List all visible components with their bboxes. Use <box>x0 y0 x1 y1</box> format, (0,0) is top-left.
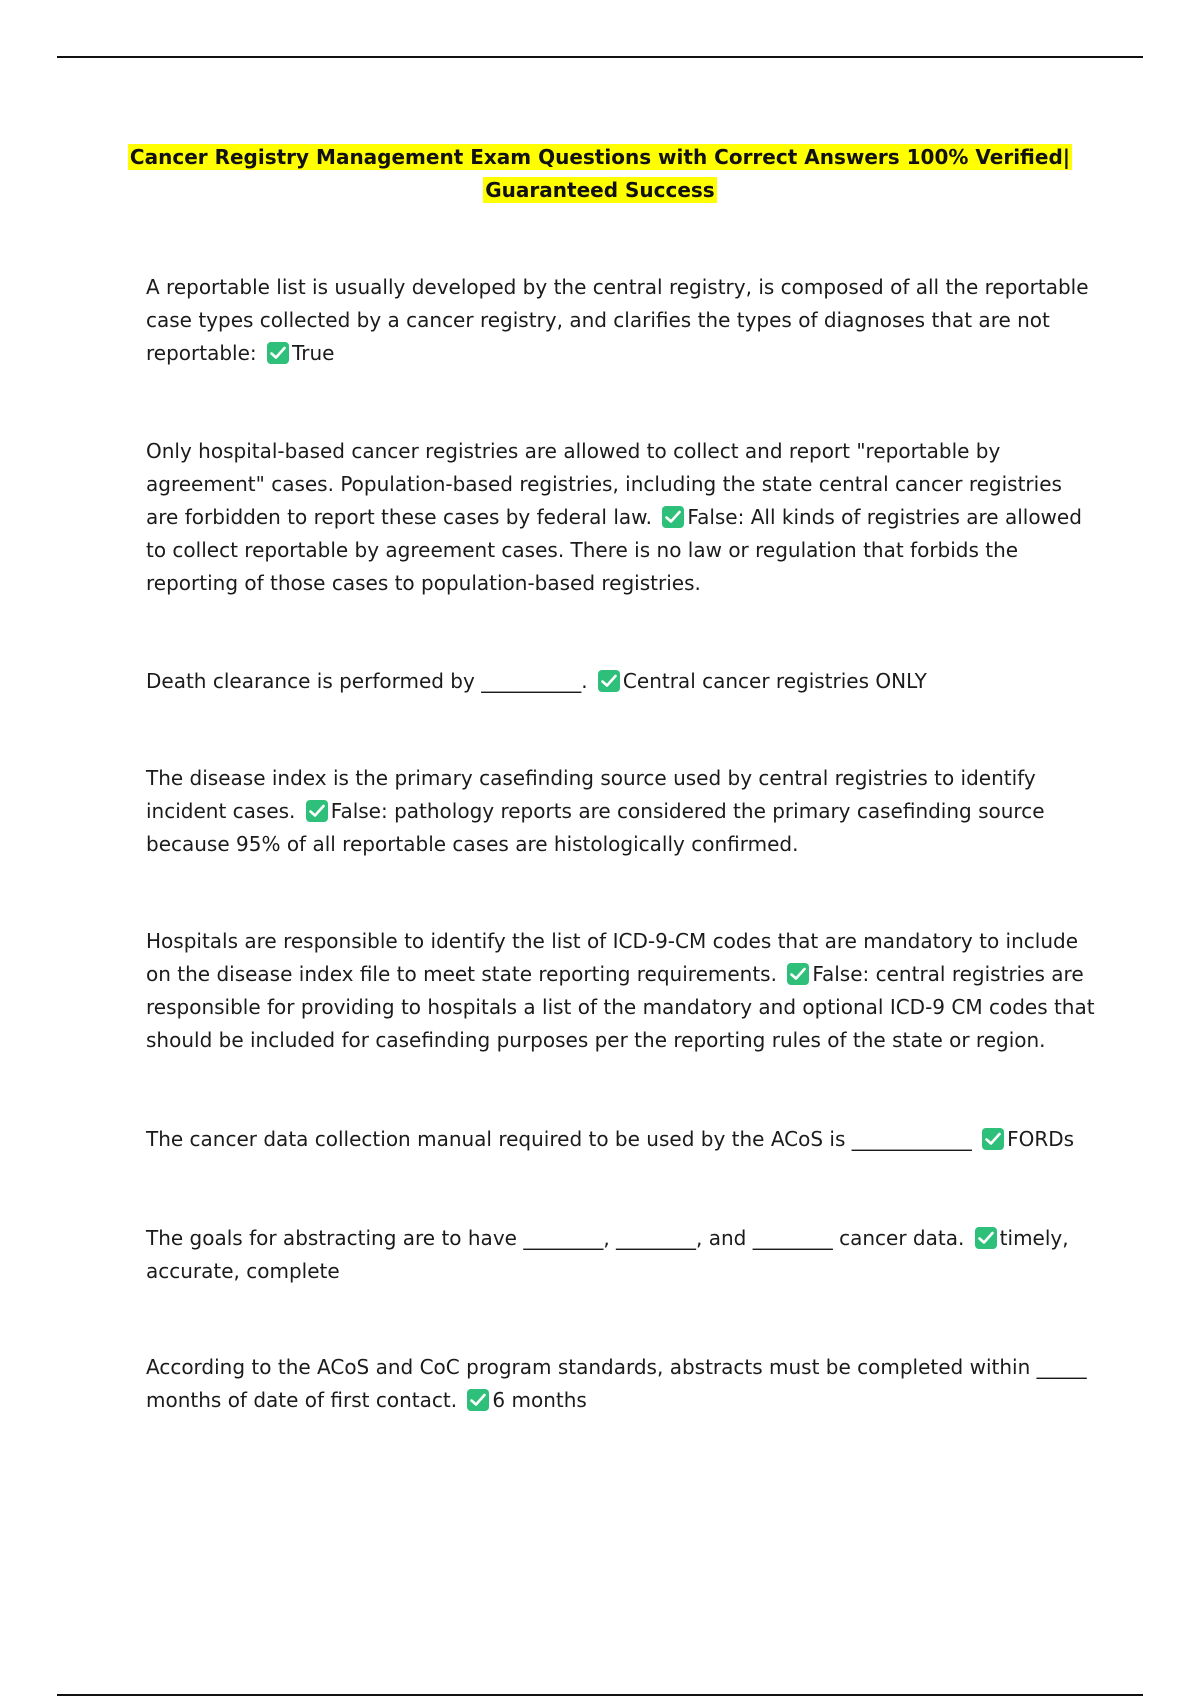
answer-text: timely, accurate, complete <box>146 1226 1069 1283</box>
qa-item <box>146 665 1096 698</box>
qa-item <box>146 1351 1096 1417</box>
check-mark-icon <box>467 1389 489 1411</box>
qa-item <box>146 1123 1096 1156</box>
answer-text: True <box>292 341 335 365</box>
question-text: The goals for abstracting are to have ________, ________, and ________ cancer data. <box>146 1226 965 1250</box>
answer-text: FORDs <box>1007 1127 1075 1151</box>
bottom-rule <box>57 1694 1143 1696</box>
qa-item <box>146 925 1096 1057</box>
title-line-2: Guaranteed Success <box>485 178 715 202</box>
qa-item <box>146 271 1096 370</box>
check-mark-icon <box>787 963 809 985</box>
qa-item <box>146 1222 1096 1288</box>
question-text: Only hospital-based cancer registries are allowed to collect and report "reportable by agreement" cases. Population-based registries, including the state central cancer registries are forbidden to report these cases by federal law. <box>146 439 1062 529</box>
question-text: The cancer data collection manual required to be used by the ACoS is ____________ <box>146 1127 972 1151</box>
answer-text: False: All kinds of registries are allowed to collect reportable by agreement cases. There is no law or regulation that forbids the reporting of those cases to population-based registries. <box>146 505 1082 595</box>
check-mark-icon <box>975 1227 997 1249</box>
answer-text: 6 months <box>492 1388 587 1412</box>
check-mark-icon <box>662 506 684 528</box>
title-line-1: Cancer Registry Management Exam Questions with Correct Answers 100% Verified| <box>129 145 1071 169</box>
question-text: Hospitals are responsible to identify the list of ICD-9-CM codes that are mandatory to include on the disease index file to meet state reporting requirements. <box>146 929 1079 986</box>
qa-item <box>146 762 1096 861</box>
answer-text: False: pathology reports are considered the primary casefinding source because 95% of all reportable cases are histologically confirmed. <box>146 799 1045 856</box>
document-title <box>100 141 1100 207</box>
check-mark-icon <box>598 670 620 692</box>
question-text: A reportable list is usually developed by the central registry, is composed of all the reportable case types collected by a cancer registry, and clarifies the types of diagnoses that are not reportable: <box>146 275 1089 365</box>
answer-text: False: central registries are responsible for providing to hospitals a list of the mandatory and optional ICD-9 CM codes that should be included for casefinding purposes per the reporting rules of the state or region. <box>146 962 1095 1052</box>
check-mark-icon <box>267 342 289 364</box>
check-mark-icon <box>306 800 328 822</box>
question-text: Death clearance is performed by __________. <box>146 669 588 693</box>
question-text: The disease index is the primary casefinding source used by central registries to identify incident cases. <box>146 766 1036 823</box>
check-mark-icon <box>982 1128 1004 1150</box>
qa-item <box>146 435 1096 600</box>
top-rule <box>57 56 1143 58</box>
question-text: According to the ACoS and CoC program standards, abstracts must be completed within _____ months of date of first contact. <box>146 1355 1087 1412</box>
answer-text: Central cancer registries ONLY <box>622 669 927 693</box>
